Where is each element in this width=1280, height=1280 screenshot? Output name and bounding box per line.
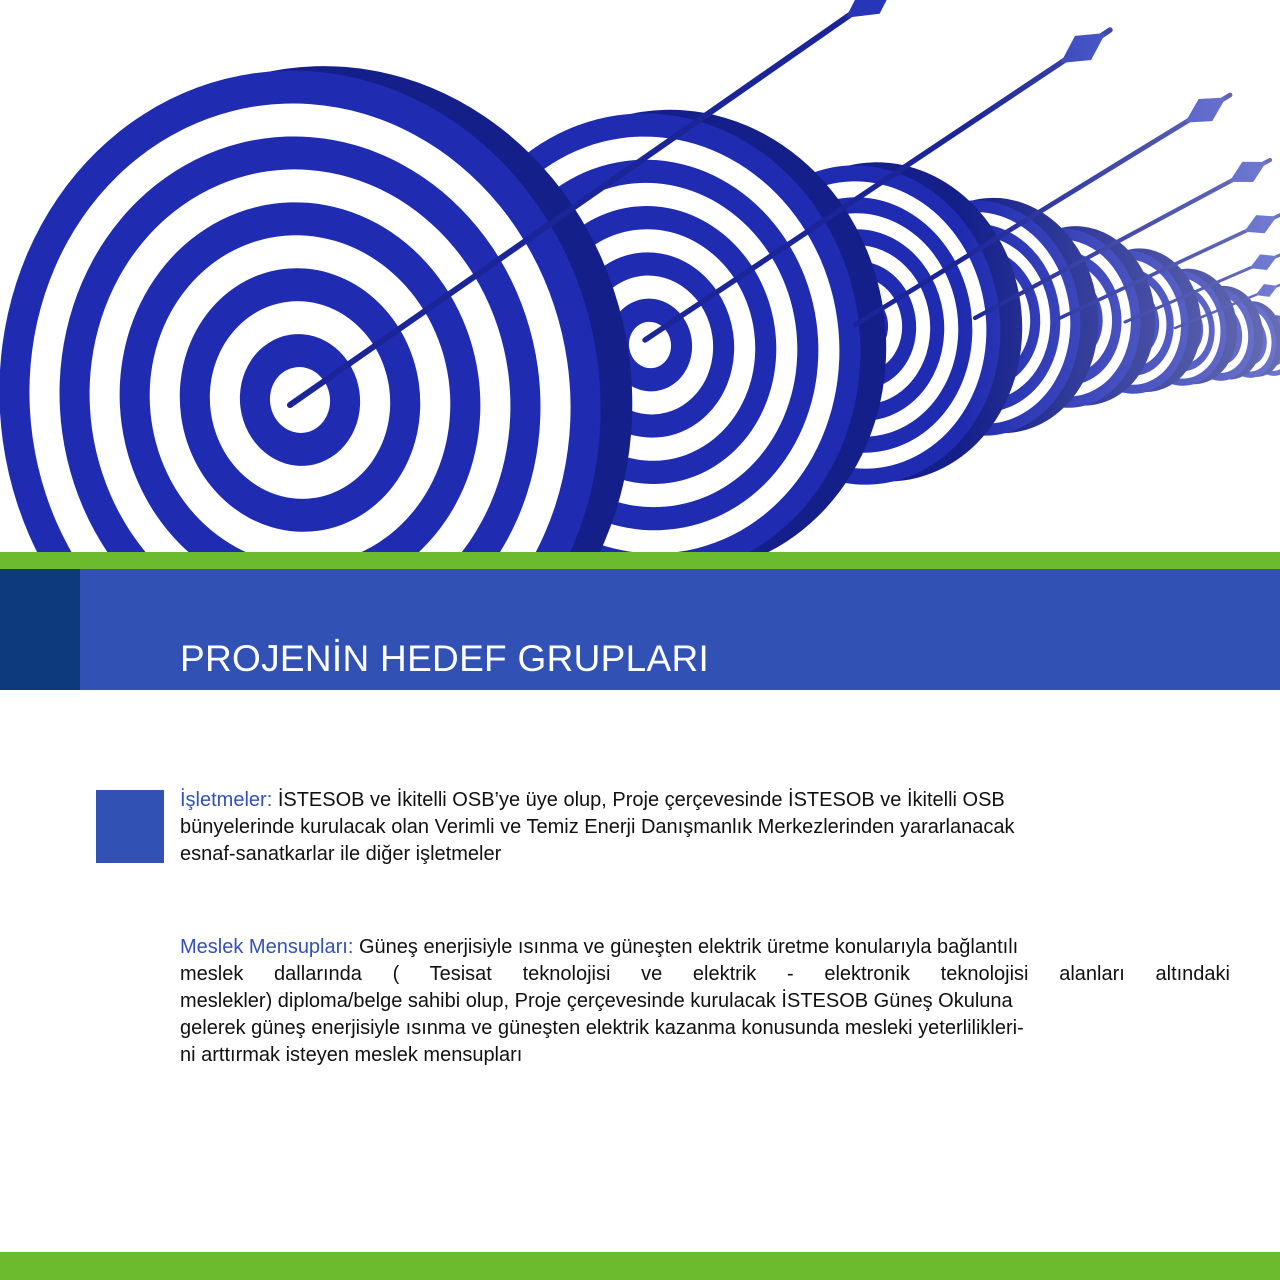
- section-isletmeler: [180, 787, 1230, 868]
- green-divider-top: [0, 552, 1280, 569]
- text-line: [180, 787, 1230, 814]
- text-line: meslekler) diploma/belge sahibi olup, Proje çerçevesinde kurulacak İSTESOB Güneş Okuluna: [180, 990, 1013, 1012]
- section-meslek-mensuplari: [180, 934, 1230, 1069]
- line-text: Güneş enerjisiyle ısınma ve güneşten elektrik üretme konularıyla bağlantılı: [358, 936, 1019, 958]
- text-line: meslek dallarında ( Tesisat teknolojisi ve elektrik - elektronik teknolojisi alanları altındaki: [180, 963, 1230, 985]
- section-label: İşletmeler:: [180, 789, 273, 811]
- text-line: bünyelerinde kurulacak olan Verimli ve Temiz Enerji Danışmanlık Merkezlerinden yararlanacak: [180, 816, 1015, 838]
- line-text: İSTESOB ve İkitelli OSB’ye üye olup, Proje çerçevesinde İSTESOB ve İkitelli OSB: [277, 789, 1005, 811]
- archery-targets-with-arrows-icon: [0, 0, 1280, 552]
- text-line: ni arttırmak isteyen meslek mensupları: [180, 1044, 523, 1066]
- title-band-accent: [0, 569, 80, 690]
- hero-image: [0, 0, 1280, 552]
- text-line: [180, 934, 1230, 961]
- text-line: gelerek güneş enerjisiyle ısınma ve güneşten elektrik kazanma konusunda mesleki yeterlilikleri-: [180, 1017, 1024, 1039]
- text-line: esnaf-sanatkarlar ile diğer işletmeler: [180, 843, 502, 865]
- green-divider-bottom: [0, 1252, 1280, 1280]
- page-title: PROJENİN HEDEF GRUPLARI: [180, 638, 710, 679]
- section-label: Meslek Mensupları:: [180, 936, 354, 958]
- bullet-square: [96, 790, 164, 863]
